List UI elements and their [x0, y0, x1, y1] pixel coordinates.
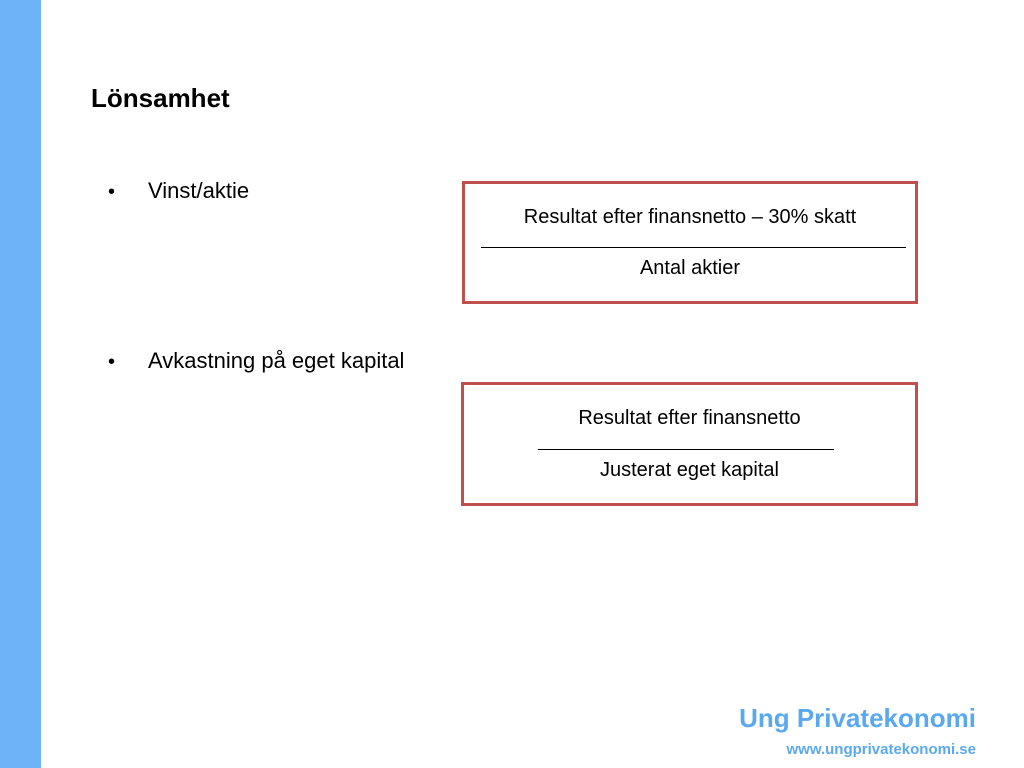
- formula-denominator: Justerat eget kapital: [600, 459, 779, 481]
- bullet-text: Vinst/aktie: [148, 178, 250, 203]
- formula-numerator: Resultat efter finansnetto: [578, 407, 801, 429]
- bullet-marker: •: [108, 181, 116, 203]
- side-accent-bar: [0, 0, 41, 768]
- brand-url: www.ungprivatekonomi.se: [786, 741, 976, 758]
- fraction-line: [481, 247, 906, 248]
- bullet-marker: •: [108, 351, 116, 373]
- bullet-item-avkastning: [108, 347, 404, 376]
- bullet-text: Avkastning på eget kapital: [148, 348, 405, 373]
- slide-title: Lönsamhet: [91, 83, 230, 113]
- fraction-line: [538, 449, 834, 450]
- formula-box-avkastning: [461, 382, 918, 506]
- formula-numerator: Resultat efter finansnetto – 30% skatt: [523, 206, 857, 228]
- bullet-item-vinst-aktie: [108, 177, 249, 206]
- brand-name: Ung Privatekonomi: [739, 703, 976, 733]
- formula-denominator: Antal aktier: [639, 257, 741, 279]
- formula-box-vinst-aktie: [462, 181, 918, 304]
